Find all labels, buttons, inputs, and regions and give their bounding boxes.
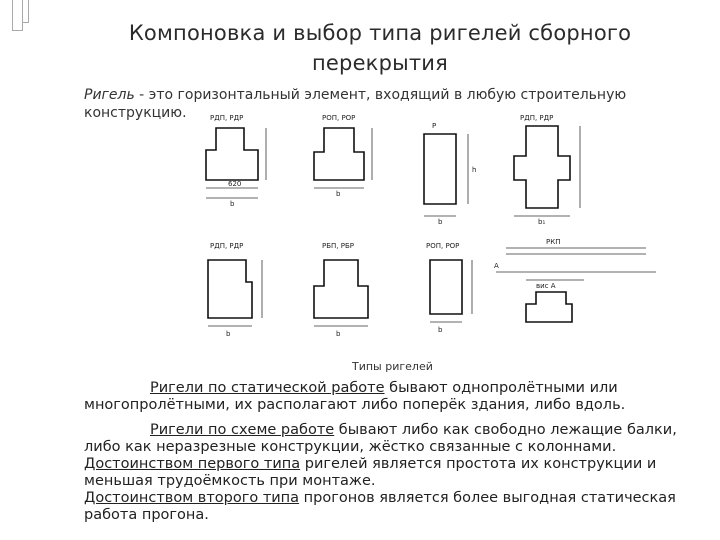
first-type-term: Достоинством первого типа [84, 456, 301, 472]
beam-sections-drawing [186, 104, 706, 366]
label-t9: вис А [536, 282, 556, 290]
slide-title [0, 18, 720, 78]
label-t4: РДП, РДР [520, 114, 554, 122]
label-b-5: b [226, 330, 231, 338]
intro-text: - это горизонтальный элемент, входящий в любую строительную конструкцию. [84, 87, 627, 121]
work-scheme-text: бывают либо как свободно лежащие балки, либо как неразрезные конструкции, жёстко связанные с колоннами. [84, 422, 677, 455]
label-b1-4: b₁ [538, 218, 546, 226]
label-t1: РДП, РДР [210, 114, 244, 122]
label-b-3: b [438, 218, 443, 226]
second-type-term: Достоинством второго типа [84, 490, 300, 506]
label-A: А [494, 262, 499, 270]
paragraph-static-work [84, 380, 689, 414]
label-620: 620 [228, 180, 242, 188]
paragraph-work-scheme [84, 422, 689, 490]
static-work-term: Ригели по статической работе [150, 380, 385, 396]
intro-term: Ригель [84, 87, 135, 103]
label-h-3: h [472, 166, 477, 174]
label-b-6: b [336, 330, 341, 338]
label-t8: РКП [546, 238, 561, 246]
title-line-2: перекрытия [311, 51, 448, 75]
label-t5: РДП, РДР [210, 242, 244, 250]
figure-caption: Типы ригелей [352, 360, 433, 373]
beam-types-figure [186, 104, 706, 366]
paragraph-second-type [84, 490, 689, 524]
label-t7: РОП, РОР [426, 242, 460, 250]
first-type-text: ригелей является простота их конструкции и меньшая трудоёмкость при монтаже. [84, 456, 657, 489]
label-b-2: b [336, 190, 341, 198]
label-b-7: b [438, 326, 443, 334]
label-t3: Р [432, 122, 437, 130]
second-type-text: прогонов является более выгодная статическая работа прогона. [84, 490, 676, 523]
static-work-text: бывают однопролётными или многопролётными, их располагают либо поперёк здания, либо вдоль. [84, 380, 626, 413]
work-scheme-term: Ригели по схеме работе [150, 422, 335, 438]
label-t2: РОП, РОР [322, 114, 356, 122]
label-t6: РБП, РБР [322, 242, 354, 250]
figure-labels [210, 114, 560, 338]
title-line-1: Компоновка и выбор типа ригелей сборного [128, 21, 632, 45]
label-b-1: b [230, 200, 235, 208]
